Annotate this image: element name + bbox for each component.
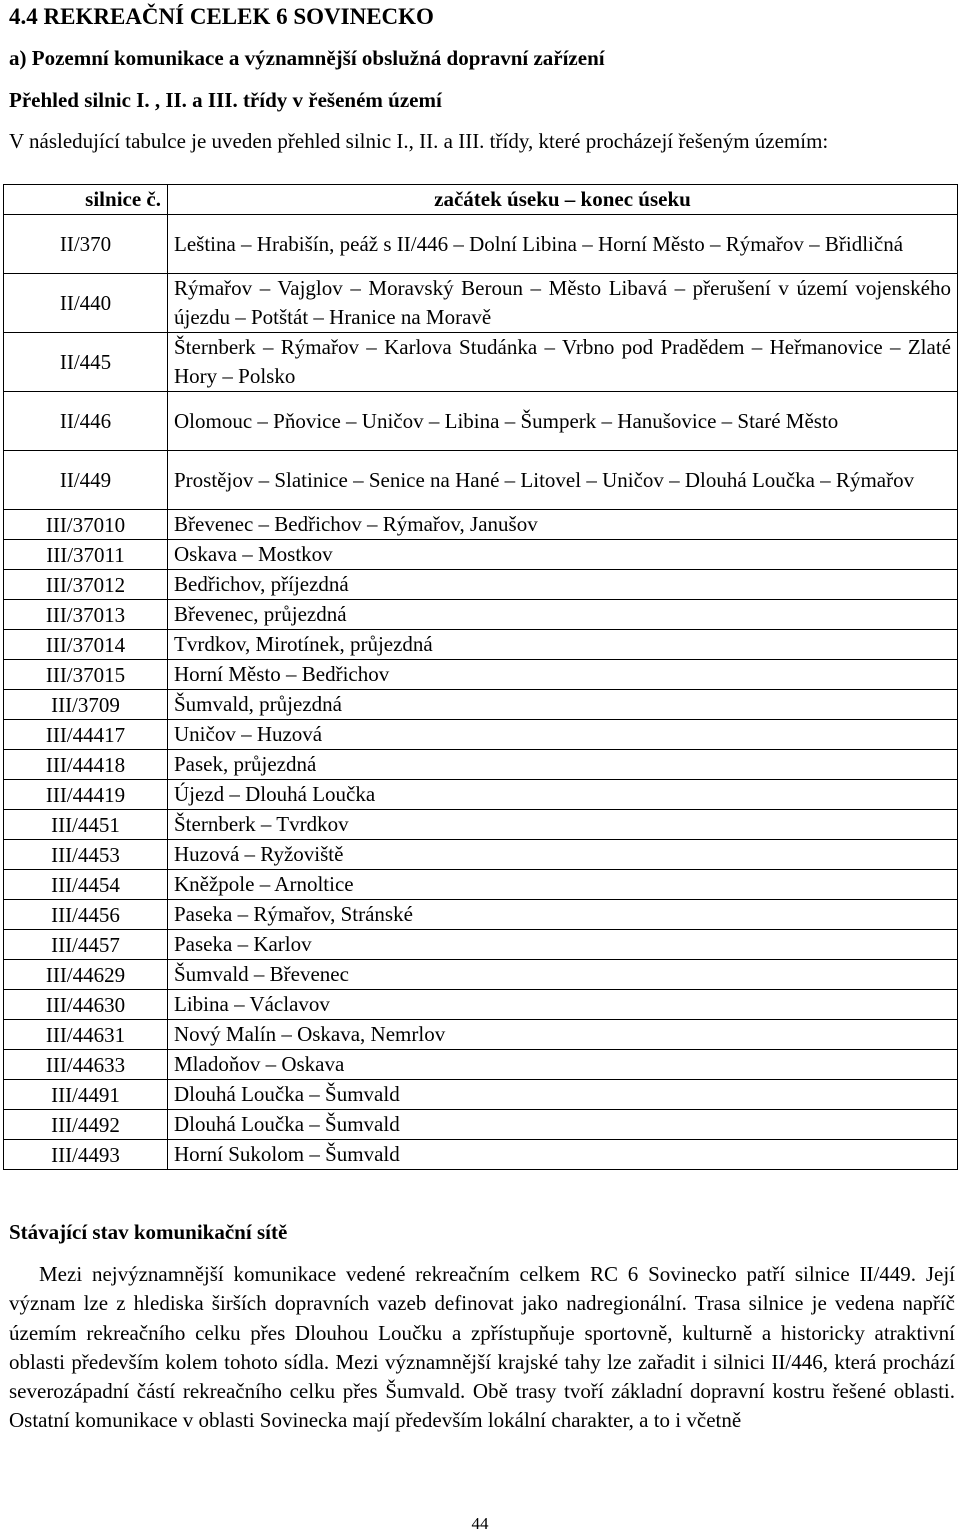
route-cell: Šumvald, průjezdná (168, 690, 958, 720)
road-number-cell: III/4493 (4, 1140, 168, 1170)
route-cell: Újezd – Dlouhá Loučka (168, 780, 958, 810)
section-heading-a: a) Pozemní komunikace a významnější obslužná dopravní zařízení (9, 46, 605, 70)
table-row (4, 274, 958, 333)
table-row (4, 840, 958, 870)
table-row (4, 215, 958, 274)
road-number-cell: III/4451 (4, 810, 168, 840)
route-cell: Mladoňov – Oskava (168, 1050, 958, 1080)
route-cell: Břevenec – Bedřichov – Rýmařov, Janušov (168, 510, 958, 540)
table-row (4, 630, 958, 660)
road-number-cell: III/3709 (4, 690, 168, 720)
table-row (4, 1110, 958, 1140)
road-number-cell: III/44418 (4, 750, 168, 780)
chapter-heading: 4.4 REKREAČNÍ CELEK 6 SOVINECKO (9, 4, 434, 29)
table-row (4, 1050, 958, 1080)
table-row (4, 510, 958, 540)
table-row (4, 540, 958, 570)
table-row (4, 900, 958, 930)
route-cell: Oskava – Mostkov (168, 540, 958, 570)
route-cell: Nový Malín – Oskava, Nemrlov (168, 1020, 958, 1050)
route-cell: Rýmařov – Vajglov – Moravský Beroun – Město Libavá – přerušení v území vojenského újezdu – Potštát – Hranice na Moravě (168, 274, 958, 333)
route-cell: Kněžpole – Arnoltice (168, 870, 958, 900)
road-number-cell: III/4492 (4, 1110, 168, 1140)
route-cell: Paseka – Karlov (168, 930, 958, 960)
road-number-cell: II/370 (4, 215, 168, 274)
road-number-cell: III/4453 (4, 840, 168, 870)
road-number-cell: II/446 (4, 392, 168, 451)
table-row (4, 392, 958, 451)
route-cell: Horní Město – Bedřichov (168, 660, 958, 690)
route-cell: Tvrdkov, Mirotínek, průjezdná (168, 630, 958, 660)
table-row (4, 960, 958, 990)
road-number-cell: III/4491 (4, 1080, 168, 1110)
current-state-paragraph: Mezi nejvýznamnější komunikace vedené rekreačním celkem RC 6 Sovinecko patří silnice II/449. Její význam lze z hlediska širších dopravních vazeb definovat jako nadregionální. Trasa silnice je vedena napříč územím rekreačního celku přes Dlouhou Loučku a zpřístupňuje sportovně, kulturně a historicky atraktivní oblasti především kolem tohoto sídla. Mezi významnější krajské tahy lze zařadit i silnici II/446, která prochází severozápadní částí rekreačního celku přes Šumvald. Obě trasy tvoří základní dopravní kostru řešené oblasti. Ostatní komunikace v oblasti Sovinecka mají především lokální charakter, a to i včetně (9, 1262, 955, 1433)
route-cell: Huzová – Ryžoviště (168, 840, 958, 870)
table-row (4, 810, 958, 840)
route-cell: Horní Sukolom – Šumvald (168, 1140, 958, 1170)
route-cell: Leština – Hrabišín, peáž s II/446 – Dolní Libina – Horní Město – Rýmařov – Břidličná (168, 215, 958, 274)
current-state-heading: Stávající stav komunikační sítě (9, 1220, 288, 1244)
table-row (4, 451, 958, 510)
page-number: 44 (471, 1514, 489, 1533)
road-number-cell: III/37013 (4, 600, 168, 630)
route-cell: Uničov – Huzová (168, 720, 958, 750)
road-number-cell: III/44633 (4, 1050, 168, 1080)
road-number-cell: II/449 (4, 451, 168, 510)
road-number-cell: III/4456 (4, 900, 168, 930)
table-row (4, 750, 958, 780)
route-cell: Šternberk – Rýmařov – Karlova Studánka – Vrbno pod Pradědem – Heřmanovice – Zlaté Hory – Polsko (168, 333, 958, 392)
road-number-cell: III/44631 (4, 1020, 168, 1050)
road-number-cell: III/37014 (4, 630, 168, 660)
road-number-cell: III/37010 (4, 510, 168, 540)
road-number-cell: III/37015 (4, 660, 168, 690)
route-cell: Břevenec, průjezdná (168, 600, 958, 630)
roads-table (3, 184, 958, 1170)
table-row (4, 930, 958, 960)
road-number-cell: III/44417 (4, 720, 168, 750)
road-number-cell: III/44630 (4, 990, 168, 1020)
road-number-cell: II/440 (4, 274, 168, 333)
road-number-cell: III/37012 (4, 570, 168, 600)
route-cell: Paseka – Rýmařov, Stránské (168, 900, 958, 930)
table-row (4, 780, 958, 810)
road-number-cell: III/37011 (4, 540, 168, 570)
route-cell: Šumvald – Břevenec (168, 960, 958, 990)
route-cell: Bedřichov, příjezdná (168, 570, 958, 600)
table-row (4, 570, 958, 600)
table-row (4, 870, 958, 900)
route-cell: Pasek, průjezdná (168, 750, 958, 780)
road-number-cell: II/445 (4, 333, 168, 392)
road-number-cell: III/4457 (4, 930, 168, 960)
table-row (4, 600, 958, 630)
table-row (4, 690, 958, 720)
table-row (4, 1020, 958, 1050)
section-heading-b: Přehled silnic I. , II. a III. třídy v řešeném území (9, 88, 442, 112)
table-header-row (4, 185, 958, 215)
route-cell: Šternberk – Tvrdkov (168, 810, 958, 840)
table-row (4, 660, 958, 690)
road-number-cell: III/44419 (4, 780, 168, 810)
table-row (4, 1080, 958, 1110)
header-road-number: silnice č. (4, 185, 168, 215)
table-row (4, 990, 958, 1020)
header-section: začátek úseku – konec úseku (168, 185, 958, 215)
table-row (4, 333, 958, 392)
route-cell: Libina – Václavov (168, 990, 958, 1020)
table-row (4, 720, 958, 750)
table-row (4, 1140, 958, 1170)
route-cell: Dlouhá Loučka – Šumvald (168, 1080, 958, 1110)
route-cell: Olomouc – Pňovice – Uničov – Libina – Šumperk – Hanušovice – Staré Město (168, 392, 958, 451)
route-cell: Dlouhá Loučka – Šumvald (168, 1110, 958, 1140)
road-number-cell: III/44629 (4, 960, 168, 990)
road-number-cell: III/4454 (4, 870, 168, 900)
route-cell: Prostějov – Slatinice – Senice na Hané – Litovel – Uničov – Dlouhá Loučka – Rýmařov (168, 451, 958, 510)
intro-text: V následující tabulce je uveden přehled silnic I., II. a III. třídy, které procházejí řešeným územím: (9, 129, 829, 153)
